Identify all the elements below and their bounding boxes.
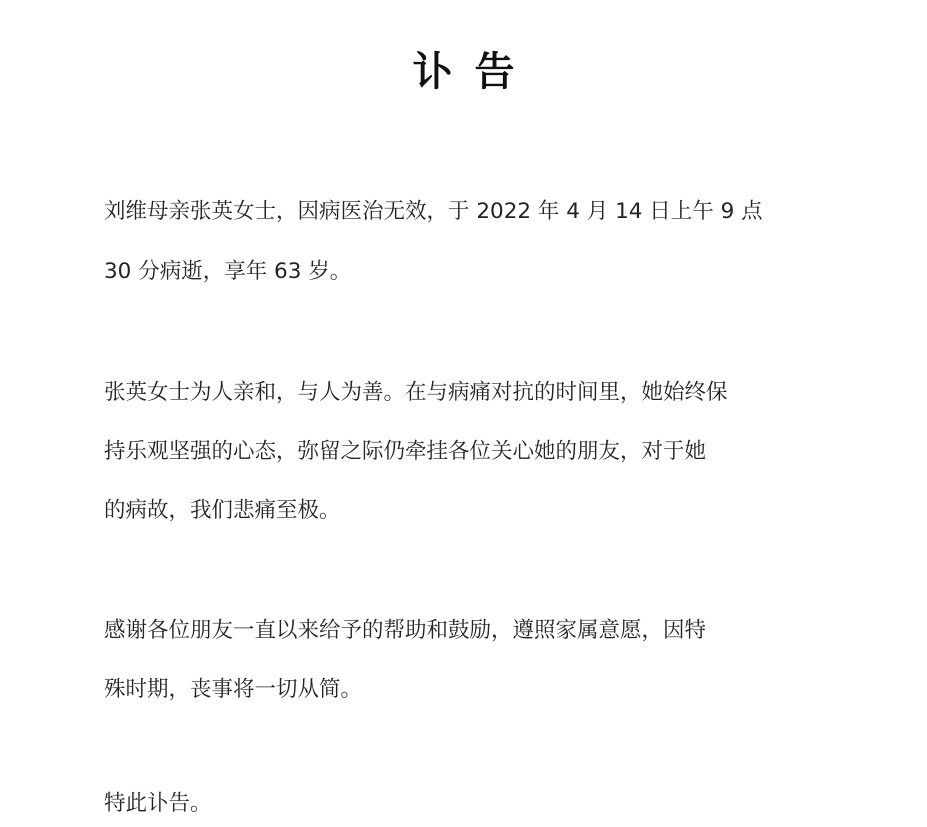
- paragraph-line: 感谢各位朋友一直以来给予的帮助和鼓励，遵照家属意愿，因特: [104, 618, 707, 643]
- closing-line: 特此讣告。: [104, 791, 212, 816]
- paragraph-line: 30 分病逝，享年 63 岁。: [104, 259, 352, 284]
- paragraph-line: 张英女士为人亲和，与人为善。在与病痛对抗的时间里，她始终保: [104, 380, 728, 405]
- paragraph-line: 殊时期，丧事将一切从简。: [104, 677, 363, 702]
- paragraph-line: 刘维母亲张英女士，因病医治无效，于 2022 年 4 月 14 日上午 9 点: [104, 199, 763, 224]
- paragraph-line: 的病故，我们悲痛至极。: [104, 498, 341, 523]
- document-title: 讣告: [412, 49, 537, 95]
- paragraph-line: 持乐观坚强的心态，弥留之际仍牵挂各位关心她的朋友，对于她: [104, 439, 707, 464]
